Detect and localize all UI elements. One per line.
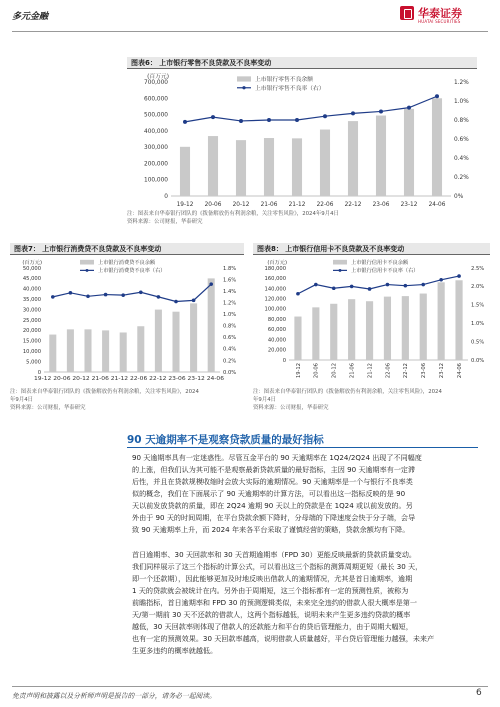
bar (155, 310, 162, 372)
line-point (121, 293, 125, 297)
y-left-tick-label: 30,000 (22, 307, 41, 314)
y-left-tick-label: 40,000 (267, 337, 286, 344)
bar (366, 301, 373, 360)
y-right-tick-label: 1.8% (223, 265, 237, 272)
y-left-tick-label: 400,000 (144, 128, 168, 135)
paragraph-line: 即一个还款期），因此能够更加及时地反映出借款人的逾期情况，尤其是首日逾期率，逾期 (132, 574, 413, 583)
legend-bar-label: 上市银行信用卡不良余额 (351, 260, 409, 266)
y-right-tick-label: 1.0% (454, 99, 469, 106)
figure-7-note-date: 年9月4日 (10, 397, 34, 403)
x-tick-label: 22-12 (344, 201, 362, 208)
paragraph-line: 1 天的贷款就会被统计在内。另外由于周期短，这三个指标都有一定的预测性质，被称为 (132, 586, 409, 595)
line-point (379, 109, 383, 113)
y-left-tick-label: 0 (282, 357, 286, 364)
x-tick-label: 23-06 (372, 201, 390, 208)
bar (312, 307, 319, 360)
footer-divider (12, 686, 488, 687)
figure-7-title: 图表7： 上市银行消费贷不良贷款及不良率变动 (10, 243, 244, 255)
bar (67, 329, 74, 372)
line-point (296, 292, 300, 296)
line-point (314, 283, 318, 287)
bar (384, 297, 391, 360)
x-tick-label: 23-12 (438, 363, 445, 379)
y-right-tick-label: 0.2% (454, 175, 469, 182)
line-point (351, 111, 355, 115)
bar (330, 304, 337, 360)
paragraph-line: 外由于 90 天的时间周期，在平台贷款余额下降时，分母端的下降速度会快于分子端，会导 (132, 513, 416, 522)
bar (404, 109, 414, 196)
paragraph-line: 90 天逾期率具有一定迷惑性。尽管互金平台的 90 天逾期率在 1Q24/2Q24 出现了不同幅度 (132, 453, 422, 462)
x-tick-label: 21-12 (367, 363, 374, 379)
y-left-tick-label: 60,000 (267, 327, 286, 334)
y-left-tick-label: 0 (37, 369, 41, 376)
footer-disclaimer: 免责声明和披露以及分析师声明是报告的一部分，请务必一起阅读。 (12, 692, 216, 700)
paragraph-line: 后性，并且在贷款规模收缩时会放大实际的逾期情况。90 天逾期率是一个与银行不良率类 (132, 477, 413, 486)
figure-6-source: 资料来源：公司财报，华泰研究 (127, 219, 203, 225)
x-tick-label: 22-06 (385, 363, 392, 379)
y-left-tick-label: 160,000 (264, 276, 286, 283)
bar (180, 147, 190, 196)
bar (348, 121, 358, 196)
legend-line-marker (86, 269, 89, 272)
y-left-tick-label: 25,000 (22, 317, 41, 324)
y-right-tick-label: 0.8% (454, 118, 469, 125)
y-left-tick-label: 10,000 (22, 349, 41, 356)
line-point (69, 291, 73, 295)
bar (120, 332, 127, 372)
line-point (368, 287, 372, 291)
paragraph-line: 越低，30 天回款率则体现了借款人的还款能力和平台的贷后管理能力，由于周期大幅短， (132, 622, 413, 631)
line-point (404, 284, 408, 288)
y-left-tick-label: 100,000 (144, 177, 168, 184)
bar (402, 296, 409, 360)
paragraph-line: 致 90 天逾期率上升，而 2024 年来各平台采取了谨慎经营的策略，贷款余额均有下降。 (132, 525, 410, 534)
line-point (139, 290, 143, 294)
bar (84, 329, 91, 372)
y-right-tick-label: 1.0% (223, 312, 237, 319)
bar (420, 294, 427, 360)
paragraph-line: 生更多违约的概率就越低。 (132, 646, 218, 655)
x-tick-label: 19-12 (176, 201, 194, 208)
bar (208, 136, 218, 196)
legend-bar-label: 上市银行消费贷不良余额 (98, 260, 156, 266)
y-left-tick-label: 180,000 (264, 265, 286, 272)
logo-text: 华泰证券 (418, 7, 462, 20)
paragraph-line: 天/第一期前 30 天不还款的借款人，这两个指标越低，说明未来产生更多违约贷款的概率 (132, 610, 411, 619)
y-left-tick-label: 45,000 (22, 276, 41, 283)
line-point (183, 120, 187, 124)
y-right-tick-label: 0.0% (471, 357, 485, 364)
section-underline (127, 447, 478, 448)
line-point (407, 106, 411, 110)
paragraph-line: 我们同样展示了这三个指标的计算公式，可以看出这三个指标的测算周期更短（最长 30 天， (132, 562, 423, 571)
line-point (51, 295, 55, 299)
y-left-tick-label: 200,000 (144, 161, 168, 168)
bar (264, 138, 274, 196)
line-point (267, 118, 271, 122)
bar (172, 312, 179, 372)
line-point (157, 295, 161, 299)
line-point (86, 295, 90, 299)
y-right-tick-label: 2.0% (471, 284, 485, 291)
x-tick-label: 20-06 (313, 363, 320, 379)
paragraph-1 (132, 452, 475, 536)
y-axis-unit: (百万元) (267, 260, 287, 266)
line-point (209, 282, 213, 286)
line-point (421, 283, 425, 287)
bar (102, 330, 109, 372)
bar (49, 335, 56, 372)
y-right-tick-label: 0% (454, 194, 464, 201)
y-right-tick-label: 1.0% (471, 321, 485, 328)
y-right-tick-label: 0.0% (223, 369, 237, 376)
figure-8-note-date: 年9月4日 (253, 397, 277, 403)
line-point (211, 115, 215, 119)
bar (320, 130, 330, 196)
x-tick-label: 20-12 (232, 201, 250, 208)
x-tick-label: 21-06 (260, 201, 278, 208)
paragraph-line: 首日逾期率、30 天回款率和 30 天首期逾期率（FPD 30）更能反映最新的贷款质量变动。 (132, 550, 417, 559)
figure-7-note: 注：图表来自华泰银行团队的《拨备解放仍有利润余粮，关注零售风险》，2024 (10, 389, 199, 395)
y-axis-unit: (百万元) (147, 74, 169, 80)
legend-bar-swatch (333, 260, 347, 265)
y-right-tick-label: 1.2% (223, 300, 237, 307)
line-point (350, 285, 354, 289)
section-title: 90 天逾期率不是观察贷款质量的最好指标 (127, 434, 324, 446)
y-left-tick-label: 50,000 (22, 265, 41, 272)
y-axis-unit: (百万元) (22, 260, 42, 266)
legend-line-label: 上市银行消费贷不良率（右） (98, 268, 166, 275)
legend-bar-label: 上市银行零售不良余额 (255, 77, 313, 83)
y-left-tick-label: 80,000 (267, 316, 286, 323)
y-left-tick-label: 120,000 (264, 296, 286, 303)
figure-7-chart (10, 256, 244, 386)
bar (455, 280, 462, 360)
bar (348, 299, 355, 360)
y-left-tick-label: 140,000 (264, 286, 286, 293)
x-tick-label: 19-12 (295, 363, 302, 379)
y-right-tick-label: 1.5% (471, 302, 485, 309)
header-category: 多元金融 (12, 12, 49, 22)
x-tick-label: 20-12 (331, 363, 338, 379)
figure-6-title: 图表6： 上市银行零售不良贷款及不良率变动 (127, 57, 477, 69)
y-right-tick-label: 1.4% (223, 288, 237, 295)
line-point (386, 283, 390, 287)
x-tick-label: 24-06 (428, 201, 446, 208)
line-point (457, 274, 461, 278)
line-point (323, 114, 327, 118)
y-left-tick-label: 35,000 (22, 297, 41, 304)
figure-8-title: 图表8： 上市银行信用卡不良贷款及不良率变动 (253, 243, 490, 255)
bar (294, 317, 301, 360)
y-right-tick-label: 1.6% (223, 277, 237, 284)
line-point (295, 118, 299, 122)
page-number: 6 (476, 688, 482, 698)
y-left-tick-label: 500,000 (144, 112, 168, 119)
paragraph-line: 前瞻指标，首日逾期率和 FPD 30 的预测逻辑类似，未来完全违约的借款人很大概率是第一 (132, 598, 417, 607)
line-point (439, 278, 443, 282)
x-tick-label: 24-06 (456, 363, 463, 379)
figure-8-source: 资料来源：公司财报，华泰研究 (253, 405, 329, 411)
paragraph-2 (132, 549, 475, 657)
y-right-tick-label: 2.5% (471, 265, 485, 272)
y-left-tick-label: 100,000 (264, 306, 286, 313)
y-left-tick-label: 40,000 (22, 286, 41, 293)
line-point (239, 119, 243, 123)
bar (137, 326, 144, 372)
legend-line-marker (339, 269, 342, 272)
bar (190, 303, 197, 372)
logo-icon (400, 6, 414, 20)
paragraph-line: 似的概念，我们在下面展示了 90 天逾期率的计算方法，可以看出这一指标反映的是 90 (132, 489, 406, 498)
y-left-tick-label: 0 (164, 194, 168, 201)
logo (400, 5, 490, 29)
paragraph-line: 的上涨，但我们认为其可能不是观察最新贷款质量的最好指标，主因 90 天逾期率有一定滞 (132, 465, 416, 474)
figure-8-chart (253, 256, 490, 386)
legend-line-marker (242, 86, 245, 89)
bar (236, 140, 246, 196)
figure-7-source: 资料来源：公司财报，华泰研究 (10, 405, 86, 411)
y-left-tick-label: 600,000 (144, 96, 168, 103)
line-point (332, 286, 336, 290)
bar (292, 138, 302, 196)
y-left-tick-label: 700,000 (144, 80, 168, 87)
legend-line-label: 上市银行信用卡不良率（右） (351, 268, 419, 275)
y-left-tick-label: 5,000 (26, 359, 41, 366)
header-divider (12, 31, 488, 32)
figure-6-note: 注：图表来自华泰银行团队的《拨备解放仍有利润余粮，关注零售风险》，2024年9月4日 (127, 211, 339, 217)
line-series (53, 284, 211, 301)
x-tick-label: 23-12 (400, 201, 418, 208)
paragraph-line: 天以前发放贷款的质量，即在 2Q24 逾期 90 天以上的贷款是在 1Q24 或以前发放的。另 (132, 501, 413, 510)
y-left-tick-label: 15,000 (22, 338, 41, 345)
bar (208, 278, 215, 372)
legend-bar-swatch (80, 260, 94, 265)
y-left-tick-label: 300,000 (144, 145, 168, 152)
x-tick-label: 20-06 (204, 201, 222, 208)
x-tick-label: 22-06 (316, 201, 334, 208)
bar (376, 116, 386, 196)
line-point (435, 94, 439, 98)
line-series (185, 96, 437, 122)
y-right-tick-label: 0.6% (454, 137, 469, 144)
y-right-tick-label: 0.6% (223, 335, 237, 342)
x-tick-label: 21-06 (349, 363, 356, 379)
bar (438, 282, 445, 360)
x-tick-label: 21-12 (288, 201, 306, 208)
paragraph-line: 也有一定的预测效果。30 天回款率越高，说明借款人质量越好，平台贷后管理能力越强，未来产 (132, 634, 435, 643)
x-tick-label: 22-12 (403, 363, 410, 379)
figure-8-note: 注：图表来自华泰银行团队的《拨备解放仍有利润余粮，关注零售风险》，2024 (253, 389, 442, 395)
y-right-tick-label: 0.5% (471, 339, 485, 346)
line-point (104, 293, 108, 297)
y-left-tick-label: 20,000 (22, 328, 41, 335)
y-right-tick-label: 0.2% (223, 358, 237, 365)
line-point (192, 299, 196, 303)
legend-bar-swatch (237, 76, 251, 81)
legend-line-label: 上市银行零售不良率（右） (255, 85, 325, 92)
y-right-tick-label: 1.2% (454, 80, 469, 87)
line-series (298, 276, 459, 294)
bar (432, 98, 442, 196)
y-right-tick-label: 0.8% (223, 323, 237, 330)
y-right-tick-label: 0.4% (454, 156, 469, 163)
figure-6-chart (127, 70, 477, 210)
y-left-tick-label: 20,000 (267, 347, 286, 354)
x-tick-labels: 19-12 20-06 20-12 21-06 21-12 22-06 22-12 23-06 23-12 24-06 (34, 376, 224, 383)
line-point (174, 300, 178, 304)
y-right-tick-label: 0.4% (223, 346, 237, 353)
x-tick-label: 23-06 (421, 363, 428, 379)
logo-subtext: HUATAI SECURITIES (418, 19, 461, 24)
